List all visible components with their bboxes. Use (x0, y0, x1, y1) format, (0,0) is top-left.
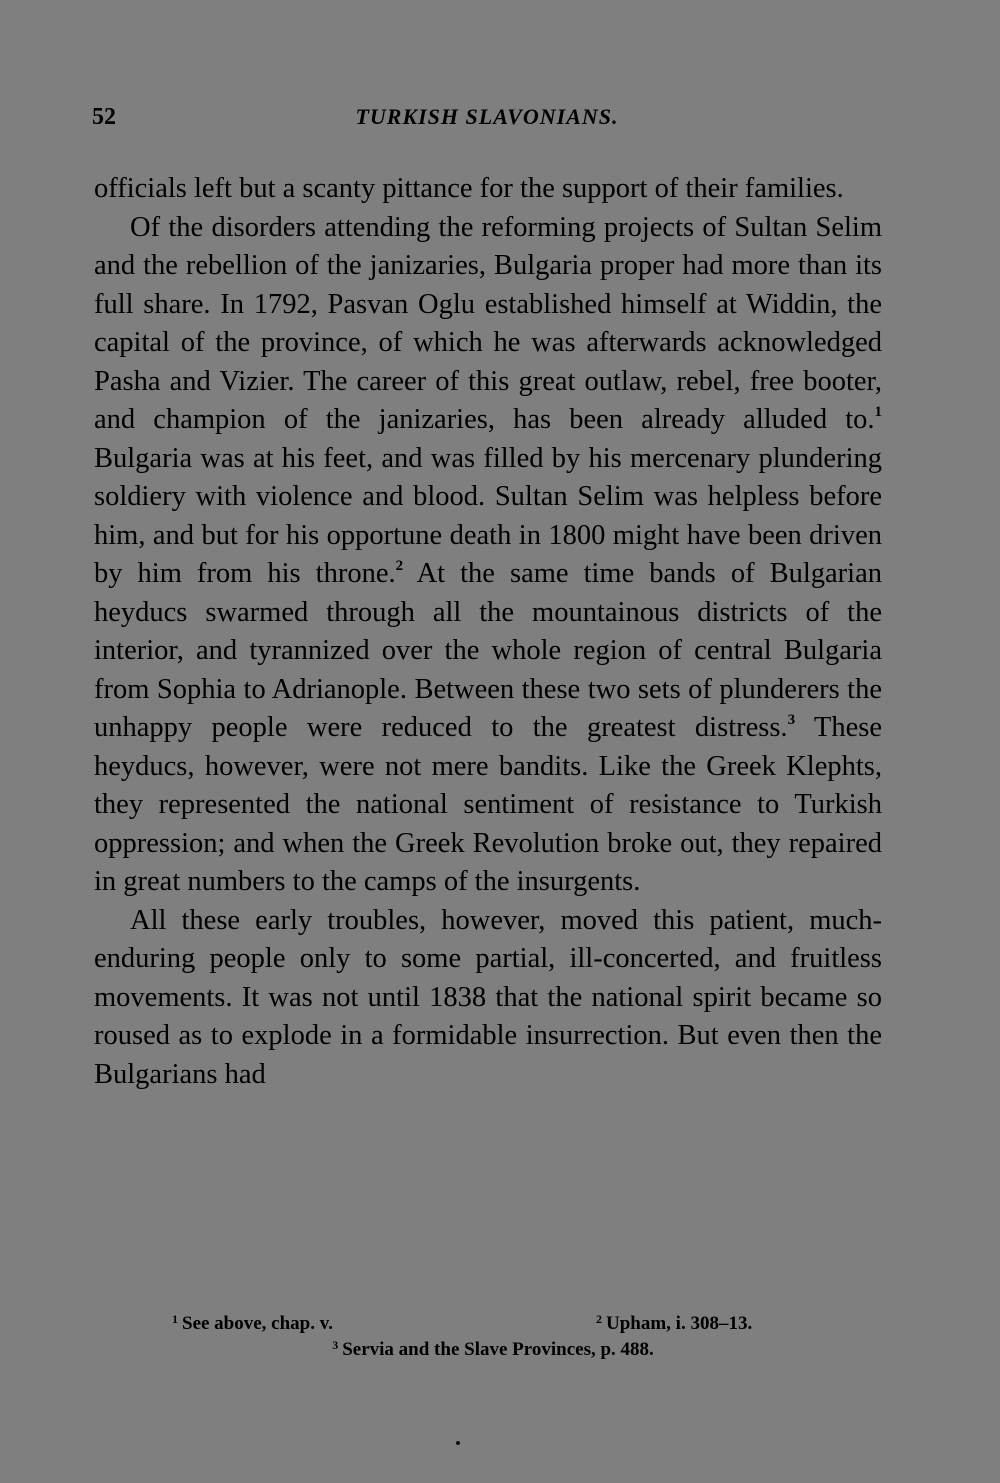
footnote-mark: 2 (596, 1312, 602, 1326)
footnotes (94, 1306, 882, 1363)
footnote-mark: 3 (332, 1338, 339, 1352)
paragraph-text: Of the disorders attending the reforming projects of Sultan Selim and the rebellion of the janizaries, Bulgaria proper had more than its full share. In 1792, Pasvan Oglu established himself at Widdin, the capital of the province, of which he was afterwards acknowledged Pasha and Vizier. The career of this great outlaw, rebel, free booter, and champion of the janizaries, has been already alluded to. (94, 211, 882, 435)
footnote-reference: 2 (395, 558, 404, 574)
footnote-1 (172, 1306, 333, 1337)
paragraph-text: At the same time bands of Bulgarian heyducs swarmed through all the mountainous districts of the interior, and tyrannized over the whole region of central Bulgaria from Sophia to Adrianople. Between these two sets of plunderers the unhappy people were reduced to the greatest distress. (94, 558, 882, 743)
ink-speck (456, 1441, 460, 1445)
footnote-reference: 1 (874, 404, 882, 420)
footnote-mark: 1 (172, 1312, 178, 1326)
paragraph (94, 170, 882, 209)
footnote-text: Servia and the Slave Provinces, p. 488. (342, 1339, 654, 1360)
footnote-reference: 3 (787, 712, 796, 728)
paragraph-text: These heyducs, however, were not mere bandits. Like the Greek Klephts, they represented the national sentiment of resistance to Turkish oppression; and when the Greek Revolution broke out, they repaired in great numbers to the camps of the insurgents. (94, 712, 882, 897)
body-text (94, 170, 882, 1094)
footnote-2 (596, 1306, 752, 1337)
running-head (92, 104, 882, 138)
paragraph-text: Bulgaria was at his feet, and was filled by his mercenary plundering soldiery with violence and blood. Sultan Selim was helpless before him, and but for his opportune death in 1800 might have been driven by him from his throne. (94, 442, 882, 589)
footnote-row (94, 1306, 882, 1332)
footnote-text: See above, chap. v. (182, 1313, 333, 1334)
page-number: 52 (92, 104, 116, 130)
paragraph-text: All these early troubles, however, moved this patient, much-enduring people only to some partial, ill-concerted, and fruitless movements. It was not until 1838 that the national spirit became so roused as to explode in a formidable insurrection. But even then the Bulgarians had (94, 904, 882, 1090)
running-title: TURKISH SLAVONIANS. (355, 104, 619, 129)
paragraph-text: officials left but a scanty pittance for the support of their families. (94, 173, 844, 204)
footnote-text: Upham, i. 308–13. (606, 1313, 753, 1334)
paragraph (94, 209, 882, 902)
paragraph (94, 902, 882, 1095)
